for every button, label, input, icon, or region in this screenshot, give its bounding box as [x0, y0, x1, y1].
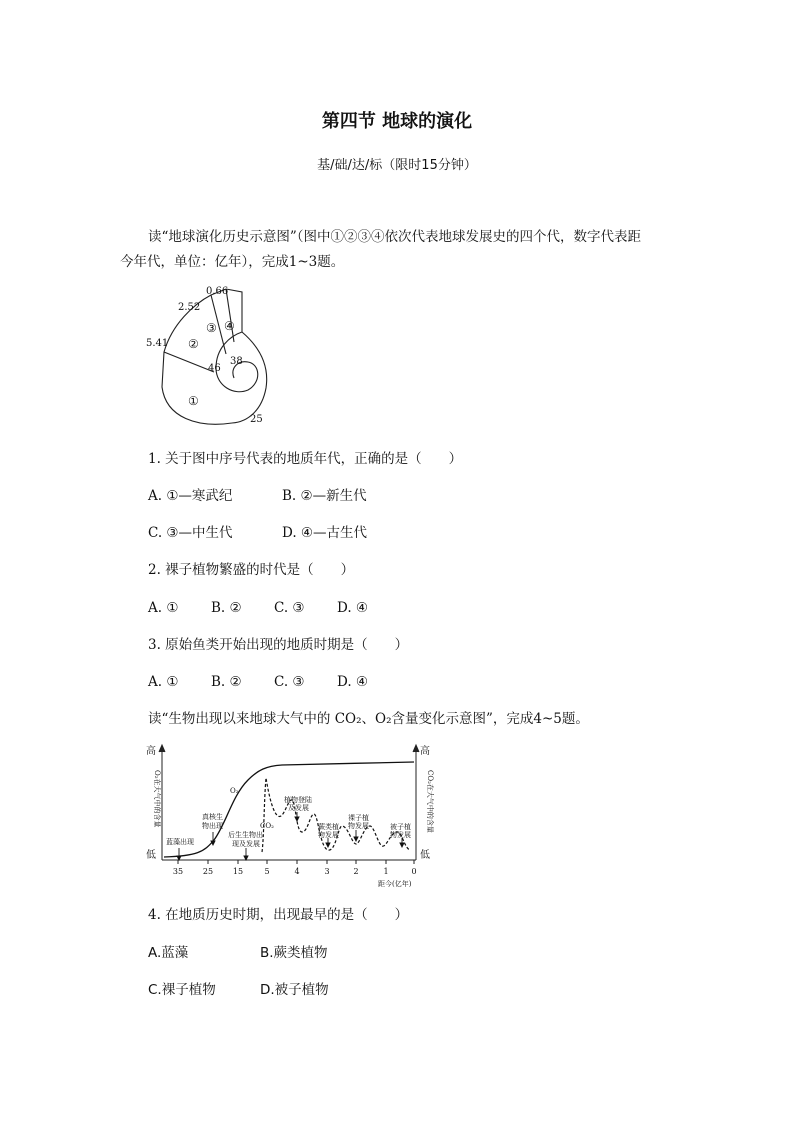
era-1-label: ①	[188, 394, 199, 408]
annotation-gymnosperms-1: 裸子植	[348, 814, 369, 822]
boundary-541	[164, 352, 214, 372]
annotation-ferns-2: 物发展	[318, 831, 339, 839]
left-axis-arrow	[159, 745, 165, 752]
annotation-metazoa-1: 后生生物出	[228, 831, 263, 839]
q4-stem: 4. 在地质历史时期，出现最早的是（ ）	[148, 907, 409, 923]
earth-evolution-spiral-figure	[146, 282, 276, 430]
x-tick-label: 0	[411, 867, 417, 876]
annotation-cyanobacteria: 蓝藻出现	[166, 838, 194, 846]
x-tick-label: 25	[202, 867, 214, 876]
annotation-gymnosperms-2: 物发展	[348, 822, 369, 830]
right-axis-arrow	[413, 745, 419, 752]
q1-option-a: A. ①—寒武纪	[148, 488, 233, 504]
y-left-bottom-label: 低	[146, 850, 156, 861]
q3-option-d: D. ④	[337, 674, 369, 690]
x-tick-label: 5	[264, 867, 270, 876]
label-252: 2.52	[178, 302, 201, 313]
y-left-axis-label: O₂在大气中的含量	[153, 770, 161, 828]
era-4-label: ④	[224, 319, 235, 333]
era-3-label: ③	[206, 321, 217, 335]
intro-text-1b: 今年代，单位：亿年），完成1~3题。	[120, 254, 345, 270]
era-2-label: ②	[188, 337, 199, 351]
co2-series-label: CO₂	[260, 822, 274, 830]
q3-option-c: C. ③	[274, 674, 305, 690]
x-tick-label: 4	[294, 867, 300, 876]
y-right-top-label: 高	[420, 746, 430, 757]
y-right-axis-label: CO₂在大气中的含量	[426, 770, 434, 833]
x-tick-label: 1	[383, 867, 389, 876]
annotation-land-plants-2: 及发展	[288, 804, 309, 812]
x-tick-label: 2	[353, 867, 359, 876]
x-tick-label: 35	[172, 867, 184, 876]
q3-option-a: A. ①	[148, 674, 179, 690]
page-title: 第四节 地球的演化	[321, 111, 473, 132]
annotation-eukaryote-2: 物出现	[202, 822, 223, 830]
spiral-return-path	[232, 332, 267, 423]
x-tick-label: 15	[232, 867, 244, 876]
q3-option-b: B. ②	[211, 674, 242, 690]
q2-option-c: C. ③	[274, 600, 305, 616]
annotation-angiosperms-1: 被子植	[390, 823, 411, 831]
o2-series-label: O₂	[230, 787, 239, 795]
q1-option-c: C. ③—中生代	[148, 525, 233, 541]
y-left-top-label: 高	[146, 746, 156, 757]
q3-stem: 3. 原始鱼类开始出现的地质时期是（ ）	[148, 637, 409, 653]
q2-option-a: A. ①	[148, 600, 179, 616]
annotation-metazoa-2: 现及发展	[232, 840, 260, 848]
annotation-angiosperms-2: 物发展	[390, 831, 411, 839]
x-tick-label: 3	[324, 867, 330, 876]
co2-o2-chart	[142, 740, 438, 890]
q4-option-d: D.被子植物	[260, 982, 329, 998]
annotation-ferns-1: 蕨类植	[318, 823, 339, 831]
label-25: 25	[250, 414, 263, 425]
q1-stem: 1. 关于图中序号代表的地质年代，正确的是（ ）	[148, 451, 463, 467]
label-46: 46	[208, 363, 221, 374]
page-subtitle: 基/础/达/标（限时15分钟）	[317, 158, 477, 173]
label-541: 5.41	[146, 338, 169, 349]
q4-option-c: C.裸子植物	[148, 982, 216, 998]
q1-option-b: B. ②—新生代	[282, 488, 367, 504]
q4-option-b: B.蕨类植物	[260, 945, 328, 961]
intro-text-2: 读“生物出现以来地球大气中的 CO₂、O₂含量变化示意图”，完成4~5题。	[148, 711, 589, 727]
x-axis-label: 距今(亿年)	[378, 880, 412, 888]
q1-option-d: D. ④—古生代	[282, 525, 368, 541]
intro-text-1a: 读“地球演化历史示意图”（图中①②③④依次代表地球发展史的四个代，数字代表距	[148, 229, 642, 245]
q2-option-d: D. ④	[337, 600, 369, 616]
label-38: 38	[230, 356, 243, 367]
co2-series-line	[262, 778, 410, 852]
q2-option-b: B. ②	[211, 600, 242, 616]
annotation-eukaryote-1: 真核生	[202, 813, 223, 821]
label-066: 0.66	[206, 286, 229, 297]
annotation-land-plants-1: 植物登陆	[284, 796, 312, 804]
y-right-bottom-label: 低	[420, 850, 430, 861]
q2-stem: 2. 裸子植物繁盛的时代是（ ）	[148, 562, 355, 578]
q4-option-a: A.蓝藻	[148, 945, 189, 961]
